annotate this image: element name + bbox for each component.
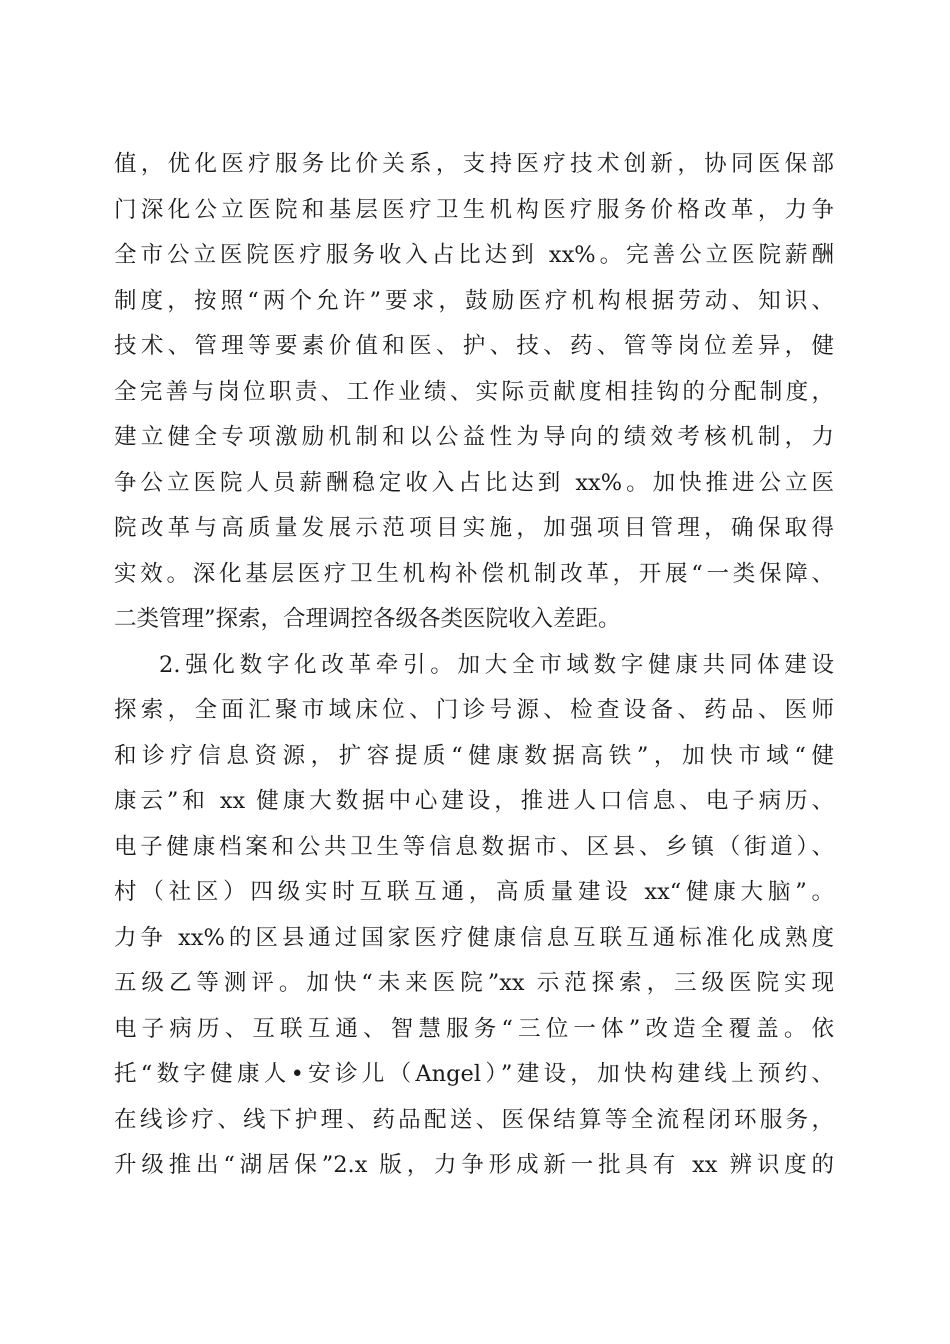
text-line: 制度，按照“两个允许”要求，鼓励医疗机构根据劳动、知识、 xyxy=(114,287,834,314)
body-text xyxy=(114,142,834,1189)
text-line: 探索，全面汇聚市域床位、门诊号源、检查设备、药品、医师 xyxy=(114,697,834,723)
text-line: 康云”和 xx 健康大数据中心建设，推进人口信息、电子病历、 xyxy=(114,788,834,814)
text-line: 电子病历、互联互通、智慧服务“三位一体”改造全覆盖。依 xyxy=(114,1015,834,1042)
section-heading-line: 2.强化数字化改革牵引。加大全市域数字健康共同体建设 xyxy=(159,651,834,678)
text-line: 电子健康档案和公共卫生等信息数据市、区县、乡镇（街道）、 xyxy=(114,833,834,860)
text-line: 实效。深化基层医疗卫生机构补偿机制改革，开展“一类保障、 xyxy=(114,560,834,587)
text-line: 门深化公立医院和基层医疗卫生机构医疗服务价格改革，力争 xyxy=(114,196,834,223)
text-line: 在线诊疗、线下护理、药品配送、医保结算等全流程闭环服务， xyxy=(114,1106,834,1133)
text-line: 村（社区）四级实时互联互通，高质量建设 xx“健康大脑”。 xyxy=(114,879,834,905)
text-line: 技术、管理等要素价值和医、护、技、药、管等岗位差异，健 xyxy=(114,333,834,359)
text-line: 全市公立医院医疗服务收入占比达到 xx%。完善公立医院薪酬 xyxy=(114,242,834,268)
text-line: 院改革与高质量发展示范项目实施，加强项目管理，确保取得 xyxy=(114,515,834,541)
text-line: 值，优化医疗服务比价关系，支持医疗技术创新，协同医保部 xyxy=(114,151,834,177)
text-line: 升级推出“湖居保”2.x 版，力争形成新一批具有 xx 辨识度的 xyxy=(114,1152,834,1178)
text-line: 建立健全专项激励机制和以公益性为导向的绩效考核机制，力 xyxy=(114,424,834,450)
paragraph-end-line: 二类管理”探索，合理调控各级各类医院收入差距。 xyxy=(114,606,621,632)
text-line: 全完善与岗位职责、工作业绩、实际贡献度相挂钩的分配制度， xyxy=(114,378,834,405)
text-line: 力争 xx%的区县通过国家医疗健康信息互联互通标准化成熟度 xyxy=(114,924,834,951)
text-line: 和诊疗信息资源，扩容提质“健康数据高铁”，加快市域“健 xyxy=(114,742,834,769)
text-line: 托“数字健康人•安诊儿（Angel）”建设，加快构建线上预约、 xyxy=(114,1061,834,1087)
text-line: 五级乙等测评。加快“未来医院”xx 示范探索，三级医院实现 xyxy=(114,970,834,996)
text-line: 争公立医院人员薪酬稳定收入占比达到 xx%。加快推进公立医 xyxy=(114,469,834,496)
